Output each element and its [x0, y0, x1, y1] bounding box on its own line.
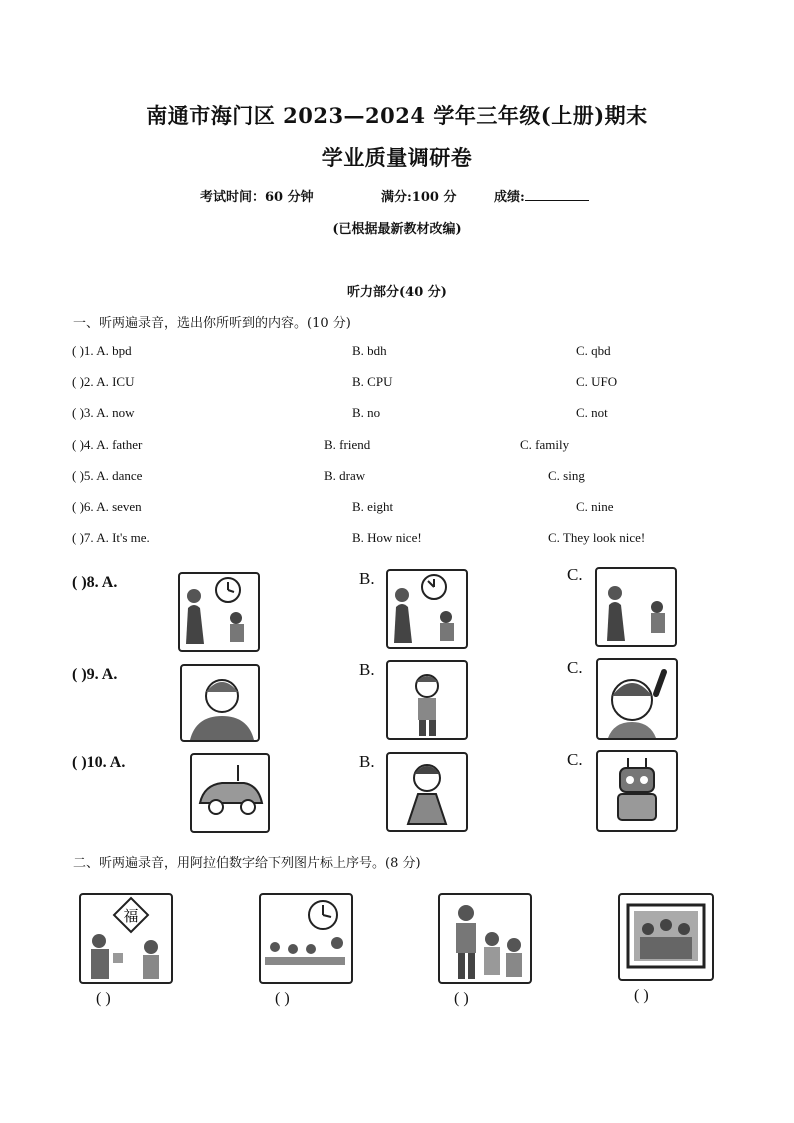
toy-car-illustration: [192, 755, 268, 831]
part2-image-2[interactable]: [259, 893, 353, 984]
q1-option-c[interactable]: C. qbd: [576, 343, 611, 358]
part2-answer-3[interactable]: ( ): [454, 990, 469, 1007]
classroom-clock-illustration: [261, 895, 351, 982]
teacher-student-illustration: [597, 569, 675, 645]
doll-illustration: [388, 754, 466, 830]
q8-image-c[interactable]: [595, 567, 677, 647]
q5-option-c[interactable]: C. sing: [548, 468, 585, 483]
q8-image-a[interactable]: [178, 572, 260, 652]
revision-note: (已根据最新教材改编): [332, 222, 462, 237]
q3-option-b[interactable]: B. no: [352, 405, 381, 420]
q6-option-b[interactable]: B. eight: [352, 499, 394, 514]
listening-heading: 听力部分(40 分): [347, 285, 447, 300]
result-blank[interactable]: [525, 188, 589, 201]
q10-image-b[interactable]: [386, 752, 468, 832]
q7-option-b[interactable]: B. How nice!: [352, 530, 422, 545]
page-title-line1: 南通市海门区 2023—2024 学年三年级(上册)期末: [146, 103, 648, 128]
part2-image-3[interactable]: [438, 893, 532, 984]
part2-answer-1[interactable]: ( ): [96, 990, 111, 1007]
q2-option-c[interactable]: C. UFO: [576, 374, 618, 389]
teacher-student-clock-illustration: [180, 574, 258, 650]
teacher-student-clock-illustration-b: [388, 571, 466, 647]
part2-title: 二、听两遍录音，用阿拉伯数字给下列图片标上序号。(8 分): [73, 856, 421, 871]
q3-option-a[interactable]: ( )3. A. now: [72, 405, 135, 420]
q7-option-c[interactable]: C. They look nice!: [548, 530, 646, 545]
q9-image-b[interactable]: [386, 660, 468, 740]
result-field[interactable]: [494, 186, 589, 205]
q10-image-c[interactable]: [596, 750, 678, 832]
q10-c-label: C.: [567, 750, 583, 769]
exam-time: 考试时间：60 分钟: [200, 190, 314, 205]
q8-label: ( )8. A.: [72, 574, 118, 591]
q9-c-label: C.: [567, 658, 583, 677]
q9-image-c[interactable]: [596, 658, 678, 740]
q9-label: ( )9. A.: [72, 666, 118, 683]
part2-image-4[interactable]: [618, 893, 714, 981]
q10-label: ( )10. A.: [72, 754, 126, 771]
q2-option-b[interactable]: B. CPU: [352, 374, 393, 389]
robot-illustration: [598, 752, 676, 830]
q10-image-a[interactable]: [190, 753, 270, 833]
q8-c-label: C.: [567, 565, 583, 584]
part2-image-1[interactable]: [79, 893, 173, 984]
boy-standing-illustration: [388, 662, 466, 738]
q10-b-label: B.: [359, 752, 375, 771]
part2-answer-4[interactable]: ( ): [634, 987, 649, 1004]
page-title-line2: 学业质量调研卷: [321, 145, 473, 170]
q9-image-a[interactable]: [180, 664, 260, 742]
family-photo-illustration: [620, 895, 712, 979]
boy-waving-illustration: [598, 660, 676, 738]
full-score: 满分:100 分: [381, 190, 457, 205]
q4-option-b[interactable]: B. friend: [324, 437, 371, 452]
q7-option-a[interactable]: ( )7. A. It's me.: [72, 530, 150, 545]
q5-option-b[interactable]: B. draw: [324, 468, 366, 483]
q6-option-a[interactable]: ( )6. A. seven: [72, 499, 142, 514]
q4-option-c[interactable]: C. family: [520, 437, 570, 452]
q1-option-a[interactable]: ( )1. A. bpd: [72, 343, 132, 358]
teacher-and-kids-illustration: [440, 895, 530, 982]
q8-image-b[interactable]: [386, 569, 468, 649]
q1-option-b[interactable]: B. bdh: [352, 343, 387, 358]
q4-option-a[interactable]: ( )4. A. father: [72, 437, 143, 452]
grandmother-illustration: [182, 666, 258, 740]
new-year-gift-illustration: [81, 895, 171, 982]
part1-title: 一、听两遍录音，选出你所听到的内容。(10 分): [73, 316, 351, 331]
q3-option-c[interactable]: C. not: [576, 405, 608, 420]
result-label: 成绩:: [494, 190, 525, 205]
q9-b-label: B.: [359, 660, 375, 679]
part2-answer-2[interactable]: ( ): [275, 990, 290, 1007]
q6-option-c[interactable]: C. nine: [576, 499, 614, 514]
q2-option-a[interactable]: ( )2. A. ICU: [72, 374, 135, 389]
q5-option-a[interactable]: ( )5. A. dance: [72, 468, 143, 483]
fu-character: 福: [123, 907, 139, 925]
q8-b-label: B.: [359, 569, 375, 588]
